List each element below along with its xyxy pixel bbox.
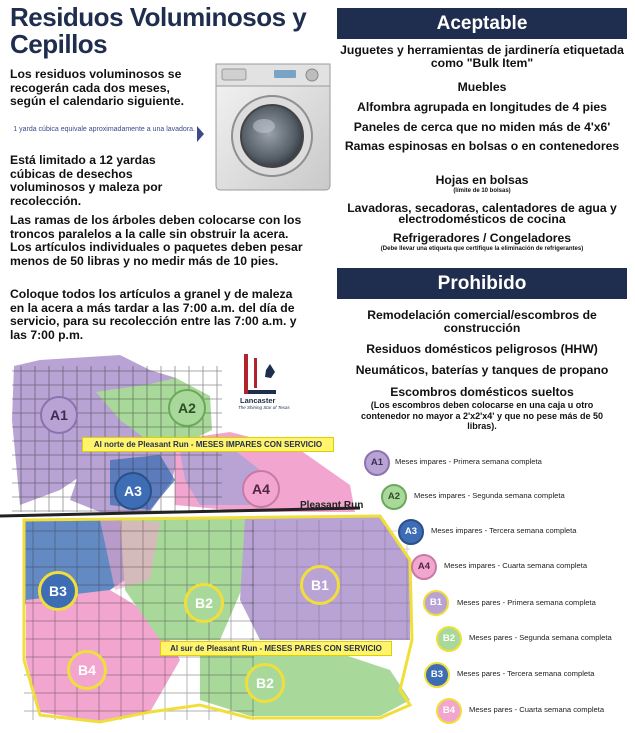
legend-b3-marker: B3 [424, 662, 450, 688]
acceptable-item: Paneles de cerca que no miden más de 4'x6' [353, 120, 611, 134]
logo-name: Lancaster [240, 396, 276, 405]
yard-note: 1 yarda cúbica equivale aproximadamente a una lavadora. [13, 126, 195, 133]
legend-a3-text: Meses impares - Tercera semana completa [431, 526, 577, 535]
zone-a3-marker: A3 [114, 472, 152, 510]
arrow-right-icon [197, 126, 204, 142]
prohibited-item: Remodelación comercial/escombros de construcción [367, 308, 597, 335]
north-banner: Al norte de Pleasant Run - MESES IMPARES CON SERVICIO [82, 437, 334, 452]
lancaster-logo [244, 354, 276, 394]
zone-b1-marker: B1 [300, 565, 340, 605]
acceptable-item-note: (Debe llevar una etiqueta que certifique la eliminación de refrigerantes) [380, 246, 584, 252]
prohibited-item: Residuos domésticos peligrosos (HHW) [366, 342, 598, 356]
legend-b1-marker: B1 [423, 590, 449, 616]
prohibited-item: Escombros domésticos sueltos [390, 385, 574, 399]
acceptable-item-note: (límite de 10 bolsas) [453, 188, 511, 194]
legend-a2-marker: A2 [381, 484, 407, 510]
legend-b4-text: Meses pares - Cuarta semana completa [469, 705, 605, 714]
legend-b2-text: Meses pares - Segunda semana completa [469, 633, 612, 642]
limit-text: Está limitado a 12 yardas cúbicas de desechos voluminosos y maleza por recolección. [10, 153, 163, 208]
acceptable-header: Aceptable [337, 8, 627, 39]
zone-a1-marker: A1 [40, 396, 78, 434]
legend-b4-marker: B4 [436, 698, 462, 724]
branches-text: Las ramas de los árboles deben colocarse con los troncos paralelos a la calle sin obstruir la acera. Los artículos individuales o paquetes deben pesar menos de 50 libras y no medir más de 10 pies. [10, 213, 303, 268]
legend-b2-marker: B2 [436, 626, 462, 652]
acceptable-item: Juguetes y herramientas de jardinería etiquetada como "Bulk Item" [340, 43, 624, 70]
zone-a4-marker: A4 [242, 470, 280, 508]
logo-tagline: The Shining Star of Texas [238, 405, 290, 410]
page-title: Residuos Voluminosos y Cepillos [10, 2, 307, 59]
zone-b3-marker: B3 [38, 571, 78, 611]
prohibited-item-note: (Los escombros deben colocarse en una caja u otro contenedor no mayor a 2'x2'x4' y que no pese más de 50 libras). [360, 400, 603, 431]
road-label: Pleasant Run [300, 500, 364, 511]
legend-b3-text: Meses pares - Tercera semana completa [457, 669, 595, 678]
acceptable-item-text: Refrigeradores / Congeladores [392, 231, 572, 245]
zone-a2-marker: A2 [168, 389, 206, 427]
prohibited-item: Neumáticos, baterías y tanques de propano [355, 363, 609, 377]
washing-machine-image [212, 60, 334, 194]
zone-b2-marker: B2 [184, 583, 224, 623]
acceptable-item [337, 232, 627, 253]
acceptable-item: Lavadoras, secadoras, calentadores de agua y electrodomésticos de cocina [347, 201, 617, 226]
legend-a4-text: Meses impares - Cuarta semana completa [444, 561, 588, 570]
legend-a2-text: Meses impares - Segunda semana completa [414, 491, 565, 500]
legend-a1-marker: A1 [364, 450, 390, 476]
prohibited-header: Prohibido [337, 268, 627, 299]
south-banner: Al sur de Pleasant Run - MESES PARES CON SERVICIO [160, 641, 392, 656]
legend-a4-marker: A4 [411, 554, 437, 580]
legend-b1-text: Meses pares - Primera semana completa [457, 598, 596, 607]
acceptable-item: Muebles [457, 80, 507, 94]
zone-b4-marker: B4 [67, 650, 107, 690]
legend-a3-marker: A3 [398, 519, 424, 545]
legend-a1-text: Meses impares - Primera semana completa [395, 457, 542, 466]
acceptable-item: Ramas espinosas en bolsas o en contenedores [344, 139, 620, 153]
placement-text: Coloque todos los artículos a granel y de maleza en la acera a más tardar a las 7:00 a.m. del día de servicio, para su recolección entre las 7:00 a.m. y las 7:00 p.m. [10, 287, 297, 342]
intro-text: Los residuos voluminosos se recogerán cada dos meses, según el calendario siguiente. [10, 67, 185, 109]
zone-b2-marker: B2 [245, 663, 285, 703]
acceptable-item: Alfombra agrupada en longitudes de 4 pies [357, 100, 607, 114]
acceptable-item [337, 174, 627, 195]
acceptable-item-text: Hojas en bolsas [435, 173, 529, 187]
